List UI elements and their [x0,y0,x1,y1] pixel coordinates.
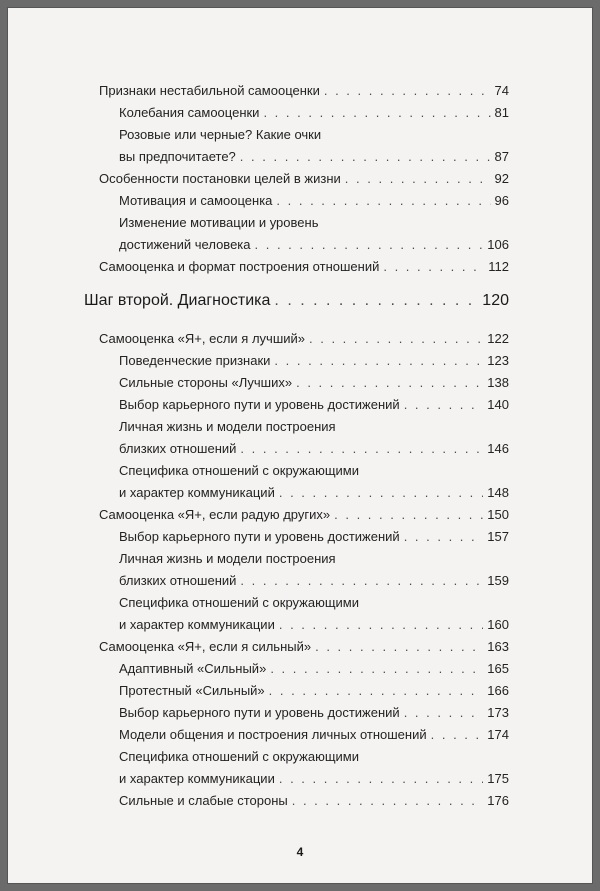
toc-entry-title: Выбор карьерного пути и уровень достижений [119,705,400,720]
dot-leader [263,104,490,122]
dot-leader [345,170,491,188]
toc-section-entry [99,170,509,188]
toc-section-entry [99,82,509,100]
toc-subsection-entry [119,396,509,414]
toc-page-number: 176 [487,793,509,808]
toc-page-number: 87 [494,149,509,164]
toc-entry-title: Протестный «Сильный» [119,683,265,698]
toc-entry-title-continued: близких отношений [119,441,237,456]
dot-leader [279,484,483,502]
toc-subsection-entry [119,660,509,678]
dot-leader [334,506,483,524]
page-number: 4 [296,845,304,859]
toc-page-number: 157 [487,529,509,544]
toc-entry-title: Поведенческие признаки [119,353,271,368]
dot-leader [296,374,483,392]
toc-page-number: 160 [487,617,509,632]
toc-page-number: 122 [487,331,509,346]
toc-entry-title: Мотивация и самооценка [119,193,273,208]
toc-subsection-entry [119,792,509,810]
toc-entry-title: Особенности постановки целей в жизни [99,171,341,186]
toc-entry-title: Специфика отношений с окружающими [119,749,360,764]
dot-leader [276,192,490,210]
toc-subsection-entry [119,352,509,370]
toc-subsection-entry [119,214,509,254]
dot-leader [292,792,484,810]
dot-leader [315,638,483,656]
toc-entry-title-continued: близких отношений [119,573,237,588]
toc-entry-title-continued: и характер коммуникации [119,771,275,786]
toc-subsection-entry [119,374,509,392]
toc-entry-title: Сильные стороны «Лучших» [119,375,293,390]
toc-entry-title: Адаптивный «Сильный» [119,661,267,676]
toc-entry-title: Специфика отношений с окружающими [119,595,360,610]
toc-entry-title: Модели общения и построения личных отношений [119,727,427,742]
chapter-page-number: 120 [482,292,509,309]
toc-subsection-entry [119,126,509,166]
toc-entry-title: Личная жизнь и модели построения [119,551,336,566]
toc-entry-title: Признаки нестабильной самооценки [99,83,320,98]
dot-leader [279,770,483,788]
toc-subsection-entry [119,682,509,700]
toc-subsection-entry [119,726,509,744]
dot-leader [404,396,484,414]
toc-page-number: 148 [487,485,509,500]
toc-entry-title-continued: вы предпочитаете? [119,149,236,164]
toc-subsection-entry [119,462,509,502]
toc-page-number: 74 [494,83,509,98]
toc-chapter-heading [84,292,509,310]
toc-page-number: 138 [487,375,509,390]
dot-leader [240,148,491,166]
dot-leader [240,440,483,458]
toc-section-entry [99,638,509,656]
dot-leader [269,682,484,700]
toc-entry-title: Колебания самооценки [119,105,260,120]
dot-leader [274,352,483,370]
chapter-title: Шаг второй. Диагностика [84,292,271,309]
toc-entry-title: Самооценка «Я+, если радую других» [99,507,331,522]
table-of-contents [8,8,592,883]
toc-page-number: 112 [488,259,509,274]
toc-page-number: 96 [494,193,509,208]
toc-page-number: 146 [487,441,509,456]
toc-page-number: 140 [487,397,509,412]
toc-page-number: 150 [487,507,509,522]
book-page [8,8,592,883]
toc-page-number: 159 [487,573,509,588]
toc-page-number: 123 [487,353,509,368]
toc-entry-title: Выбор карьерного пути и уровень достижений [119,529,400,544]
toc-section-entry [99,330,509,348]
toc-entry-title: Специфика отношений с окружающими [119,463,360,478]
toc-entry-title: Личная жизнь и модели построения [119,419,336,434]
toc-subsection-entry [119,704,509,722]
dot-leader [324,82,491,100]
toc-subsection-entry [119,192,509,210]
toc-subsection-entry [119,594,509,634]
toc-section-entry [99,506,509,524]
toc-page-number: 92 [494,171,509,186]
toc-entry-title: Самооценка «Я+, если я сильный» [99,639,312,654]
toc-subsection-entry [119,104,509,122]
toc-entry-title: Самооценка и формат построения отношений [99,259,380,274]
toc-subsection-entry [119,748,509,788]
toc-page-number: 174 [487,727,509,742]
toc-entry-title: Выбор карьерного пути и уровень достижений [119,397,400,412]
dot-leader [431,726,484,744]
dot-leader [274,292,478,310]
dot-leader [404,704,484,722]
toc-subsection-entry [119,550,509,590]
toc-page-number: 106 [487,237,509,252]
dot-leader [404,528,484,546]
toc-page-number: 175 [487,771,509,786]
dot-leader [270,660,483,678]
toc-entry-title: Изменение мотивации и уровень [119,215,319,230]
toc-section-entry [99,258,509,276]
toc-page-number: 163 [487,639,509,654]
toc-page-number: 173 [487,705,509,720]
dot-leader [255,236,484,254]
toc-entry-title-continued: и характер коммуникаций [119,485,275,500]
toc-subsection-entry [119,418,509,458]
toc-page-number: 81 [494,105,509,120]
toc-entry-title: Розовые или черные? Какие очки [119,127,322,142]
toc-entry-title-continued: достижений человека [119,237,251,252]
toc-entry-title: Самооценка «Я+, если я лучший» [99,331,306,346]
toc-entry-title-continued: и характер коммуникации [119,617,275,632]
toc-entry-title: Сильные и слабые стороны [119,793,288,808]
toc-page-number: 165 [487,661,509,676]
dot-leader [279,616,483,634]
dot-leader [240,572,483,590]
dot-leader [383,258,484,276]
dot-leader [309,330,483,348]
toc-page-number: 166 [487,683,509,698]
toc-subsection-entry [119,528,509,546]
